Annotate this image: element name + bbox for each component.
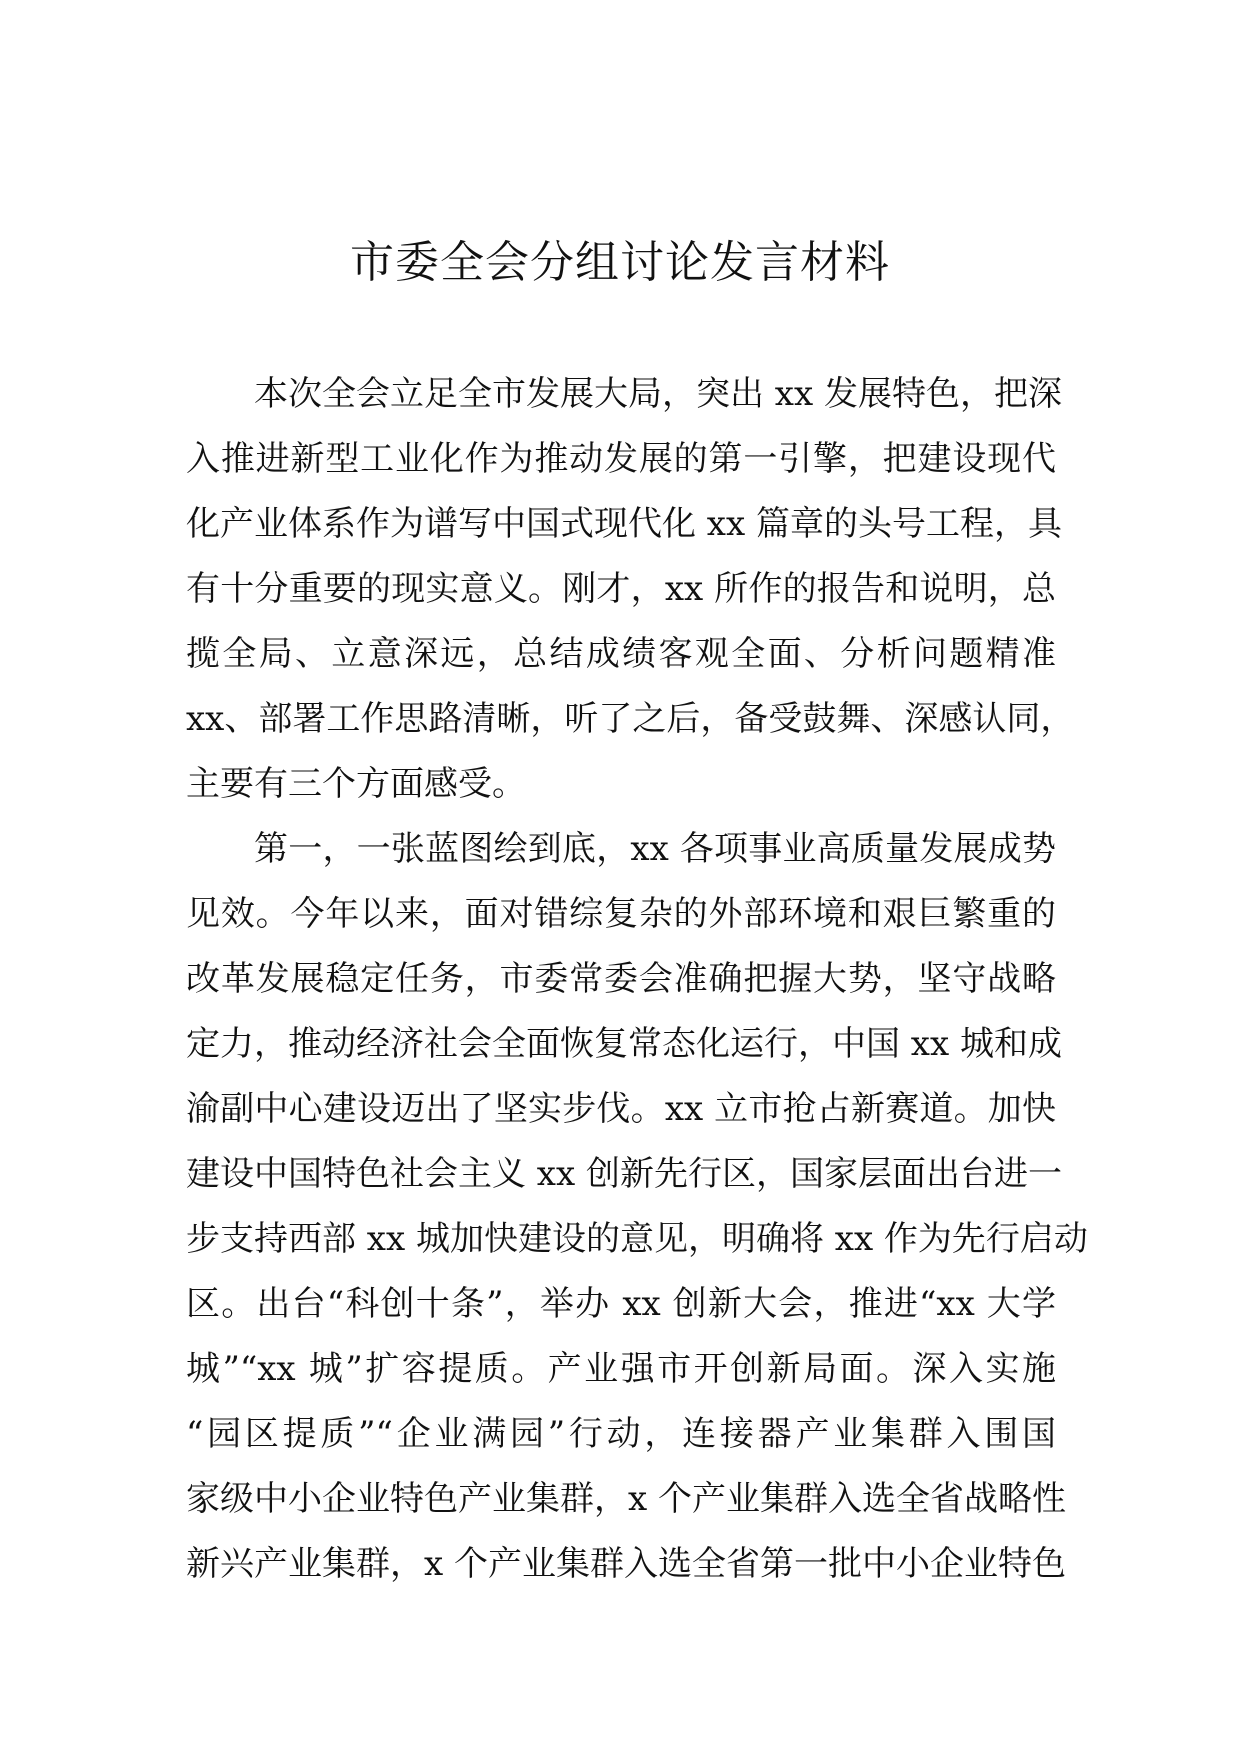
paragraph-2: [186, 817, 1088, 1597]
paragraph-line: 定力，推动经济社会全面恢复常态化运行，中国 xx 城和成: [186, 1024, 1062, 1064]
paragraph-line: 改革发展稳定任务，市委常委会准确把握大势，坚守战略: [186, 959, 1056, 999]
paragraph-line: “园区提质”“企业满园”行动，连接器产业集群入围国: [186, 1414, 1056, 1454]
paragraph-1: [186, 362, 1075, 817]
paragraph-line: 区。出台“科创十条”，举办 xx 创新大会，推进“xx 大学: [186, 1284, 1056, 1324]
paragraph-line: xx、部署工作思路清晰，听了之后，备受鼓舞、深感认同，: [186, 699, 1075, 739]
paragraph-line: 见效。今年以来，面对错综复杂的外部环境和艰巨繁重的: [186, 894, 1056, 934]
paragraph-line: 揽全局、立意深远，总结成绩客观全面、分析问题精准: [186, 634, 1056, 674]
document-body: [186, 362, 1088, 1597]
paragraph-line: 入推进新型工业化作为推动发展的第一引擎，把建设现代: [186, 439, 1056, 479]
paragraph-line: 渝副中心建设迈出了坚实步伐。xx 立市抢占新赛道。加快: [186, 1089, 1056, 1129]
paragraph-line: 建设中国特色社会主义 xx 创新先行区，国家层面出台进一: [186, 1154, 1062, 1194]
paragraph-line: 本次全会立足全市发展大局，突出 xx 发展特色，把深: [254, 374, 1062, 414]
document-title: 市委全会分组讨论发言材料: [350, 237, 890, 288]
paragraph-line: 化产业体系作为谱写中国式现代化 xx 篇章的头号工程，具: [186, 504, 1062, 544]
paragraph-line: 步支持西部 xx 城加快建设的意见，明确将 xx 作为先行启动: [186, 1219, 1088, 1259]
paragraph-line: 新兴产业集群，x 个产业集群入选全省第一批中小企业特色: [186, 1544, 1066, 1584]
paragraph-line: 有十分重要的现实意义。刚才，xx 所作的报告和说明，总: [186, 569, 1056, 609]
paragraph-line: 家级中小企业特色产业集群，x 个产业集群入选全省战略性: [186, 1479, 1066, 1519]
paragraph-line: 第一，一张蓝图绘到底，xx 各项事业高质量发展成势: [254, 829, 1056, 869]
paragraph-line: 城”“xx 城”扩容提质。产业强市开创新局面。深入实施: [186, 1349, 1056, 1389]
paragraph-line: 主要有三个方面感受。: [186, 764, 526, 804]
